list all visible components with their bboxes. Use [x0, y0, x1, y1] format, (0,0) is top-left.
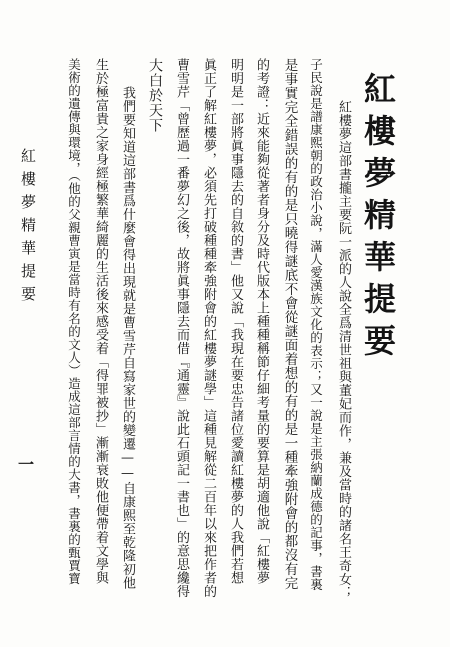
text-column-9: 我們要知道這部書爲什麼會得出現就是曹雪芹自寫家世的變遷——自康熙至乾隆初他 — [120, 86, 135, 590]
text-column-2: 子民說是譜康熙朝的政治小說，滿人愛漢族文化的表示；又一說是主張納蘭成德的記事，書裏 — [308, 58, 324, 591]
text-column-8: 大白於天下 — [147, 58, 163, 133]
text-column-3: 是事實完全錯誤的有的是只曉得謎底不會從謎面着想的有的是一種牽強附會的都沒有完 — [281, 58, 298, 590]
text-column-10: 生於極富貴之家身經極繁華綺麗的生活後來感受着「得罪被抄」漸漸衰敗他便帶着文學與 — [93, 58, 108, 585]
text-column-6: 眞正了解紅樓夢，必須先打破種種牽強附會的紅樓夢謎學」這種見解從二百年以來把作者的 — [201, 58, 216, 598]
text-column-11: 美術的遺傳與環境，（他的父親曹寅是當時有名的文人）造成這部言情的大書，書裏的甄賈寶 — [66, 58, 82, 585]
page-title: 紅樓夢精華提要 — [359, 72, 397, 366]
page-number: 一 — [18, 455, 35, 474]
text-column-4: 的考證：近來能夠從著者身分及時代版本上種種稱節仔細考量的要算是胡適他說「紅樓夢 — [254, 58, 269, 585]
text-column-7: 曹雪芹「曾歷過一番夢幻之後，故將眞事隱去而借『通靈』說此石頭記一書也」的意思纔得 — [174, 58, 189, 598]
running-header: 紅樓夢精華提要 — [19, 148, 37, 309]
text-column-1: 紅樓夢這部書攏主要阮一派的人說全爲清世祖與董妃而作，兼及當時的諸名王奇女； — [336, 100, 351, 600]
text-column-5: 明明是一部將眞事隱去的自敘的書」他又說「我現在要忠告諸位愛讀紅樓夢的人我們若想 — [228, 58, 243, 585]
